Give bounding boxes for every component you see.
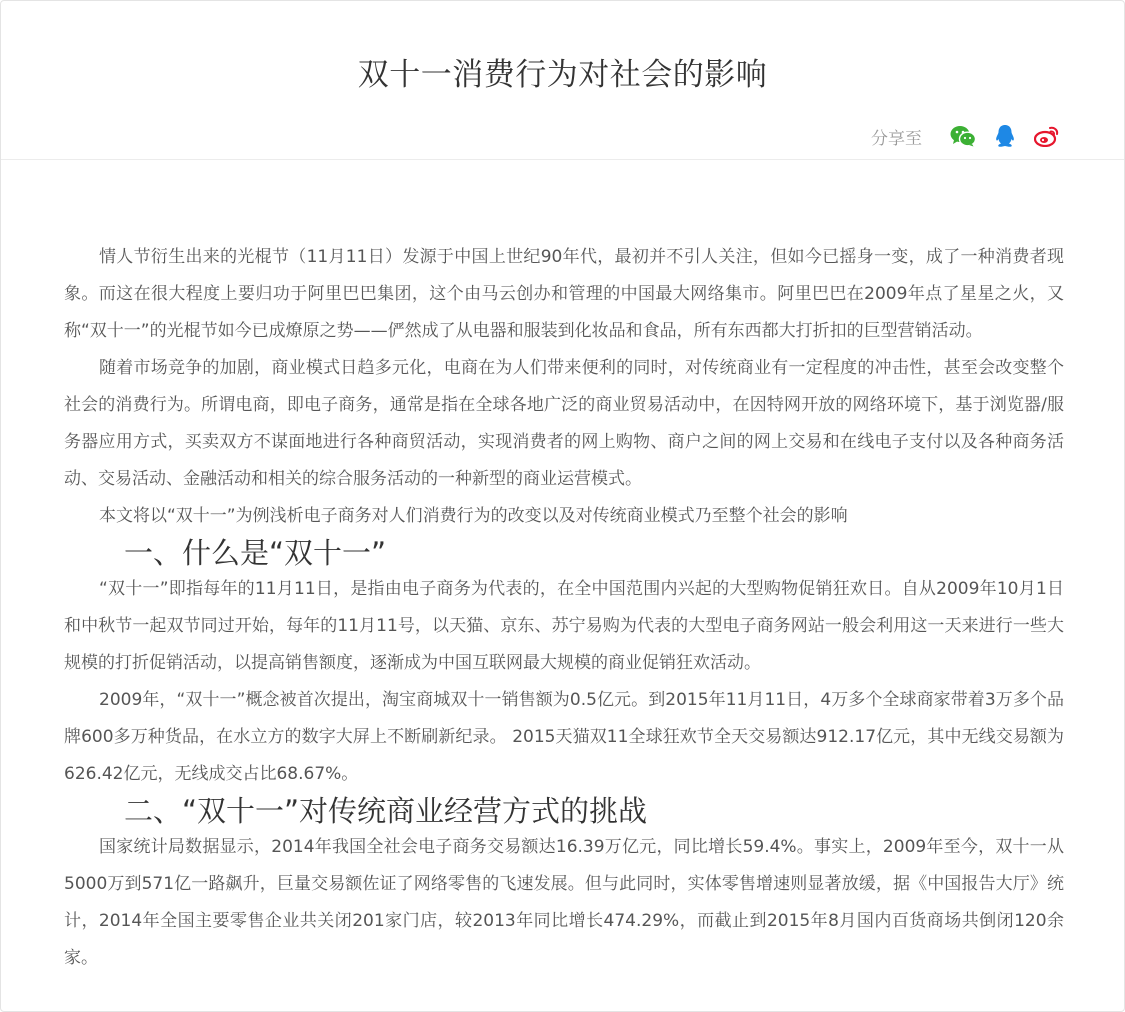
wechat-icon bbox=[950, 125, 976, 147]
article-body bbox=[64, 239, 1064, 977]
article-title: 双十一消费行为对社会的影响 bbox=[357, 57, 768, 93]
weibo-share-button[interactable] bbox=[1032, 121, 1062, 151]
paragraph: “双十一”即指每年的11月11日，是指由电子商务为代表的，在全中国范围内兴起的大型购物促销狂欢日。自从2009年10月1日和中秋节一起双节同过开始，每年的11月11号，以天猫、京东、苏宁易购为代表的大型电子商务网站一般会利用这一天来进行一些大规模的打折促销活动，以提高销售额度，逐渐成为中国互联网最大规模的商业促销狂欢活动。 bbox=[64, 579, 1064, 673]
weibo-icon bbox=[1034, 125, 1060, 147]
wechat-share-button[interactable] bbox=[948, 121, 978, 151]
article-header bbox=[1, 1, 1124, 160]
paragraph: 本文将以“双十一”为例浅析电子商务对人们消费行为的改变以及对传统商业模式乃至整个社会的影响 bbox=[99, 506, 848, 526]
qq-share-button[interactable] bbox=[990, 121, 1020, 151]
section-heading: 一、什么是“双十一” bbox=[124, 536, 387, 570]
share-bar bbox=[871, 121, 1062, 151]
paragraph: 2009年，“双十一”概念被首次提出，淘宝商城双十一销售额为0.5亿元。到2015年11月11日，4万多个全球商家带着3万多个品牌600多万种货品，在水立方的数字大屏上不断刷新纪录。 2015天猫双11全球狂欢节全天交易额达912.17亿元，其中无线交易额为626.42亿元，无线成交占比68.67%。 bbox=[64, 690, 1064, 784]
share-label: 分享至 bbox=[871, 128, 922, 149]
section-heading: 二、“双十一”对传统商业经营方式的挑战 bbox=[124, 794, 648, 828]
qq-icon bbox=[995, 124, 1015, 148]
paragraph: 国家统计局数据显示，2014年我国全社会电子商务交易额达16.39万亿元，同比增长59.4%。事实上，2009年至今，双十一从5000万到571亿一路飙升，巨量交易额佐证了网络零售的飞速发展。但与此同时，实体零售增速则显著放缓，据《中国报告大厅》统计，2014年全国主要零售企业共关闭201家门店，较2013年同比增长474.29%，而截止到2015年8月国内百货商场共倒闭120余家。 bbox=[64, 837, 1064, 968]
paragraph: 随着市场竞争的加剧，商业模式日趋多元化，电商在为人们带来便利的同时，对传统商业有一定程度的冲击性，甚至会改变整个社会的消费行为。所谓电商，即电子商务，通常是指在全球各地广泛的商业贸易活动中，在因特网开放的网络环境下，基于浏览器/服务器应用方式，买卖双方不谋面地进行各种商贸活动，实现消费者的网上购物、商户之间的网上交易和在线电子支付以及各种商务活动、交易活动、金融活动和相关的综合服务活动的一种新型的商业运营模式。 bbox=[64, 358, 1064, 489]
paragraph: 情人节衍生出来的光棍节（11月11日）发源于中国上世纪90年代，最初并不引人关注，但如今已摇身一变，成了一种消费者现象。而这在很大程度上要归功于阿里巴巴集团，这个由马云创办和管理的中国最大网络集市。阿里巴巴在2009年点了星星之火，又称“双十一”的光棍节如今已成燎原之势——俨然成了从电器和服装到化妆品和食品，所有东西都大打折扣的巨型营销活动。 bbox=[64, 247, 1064, 341]
